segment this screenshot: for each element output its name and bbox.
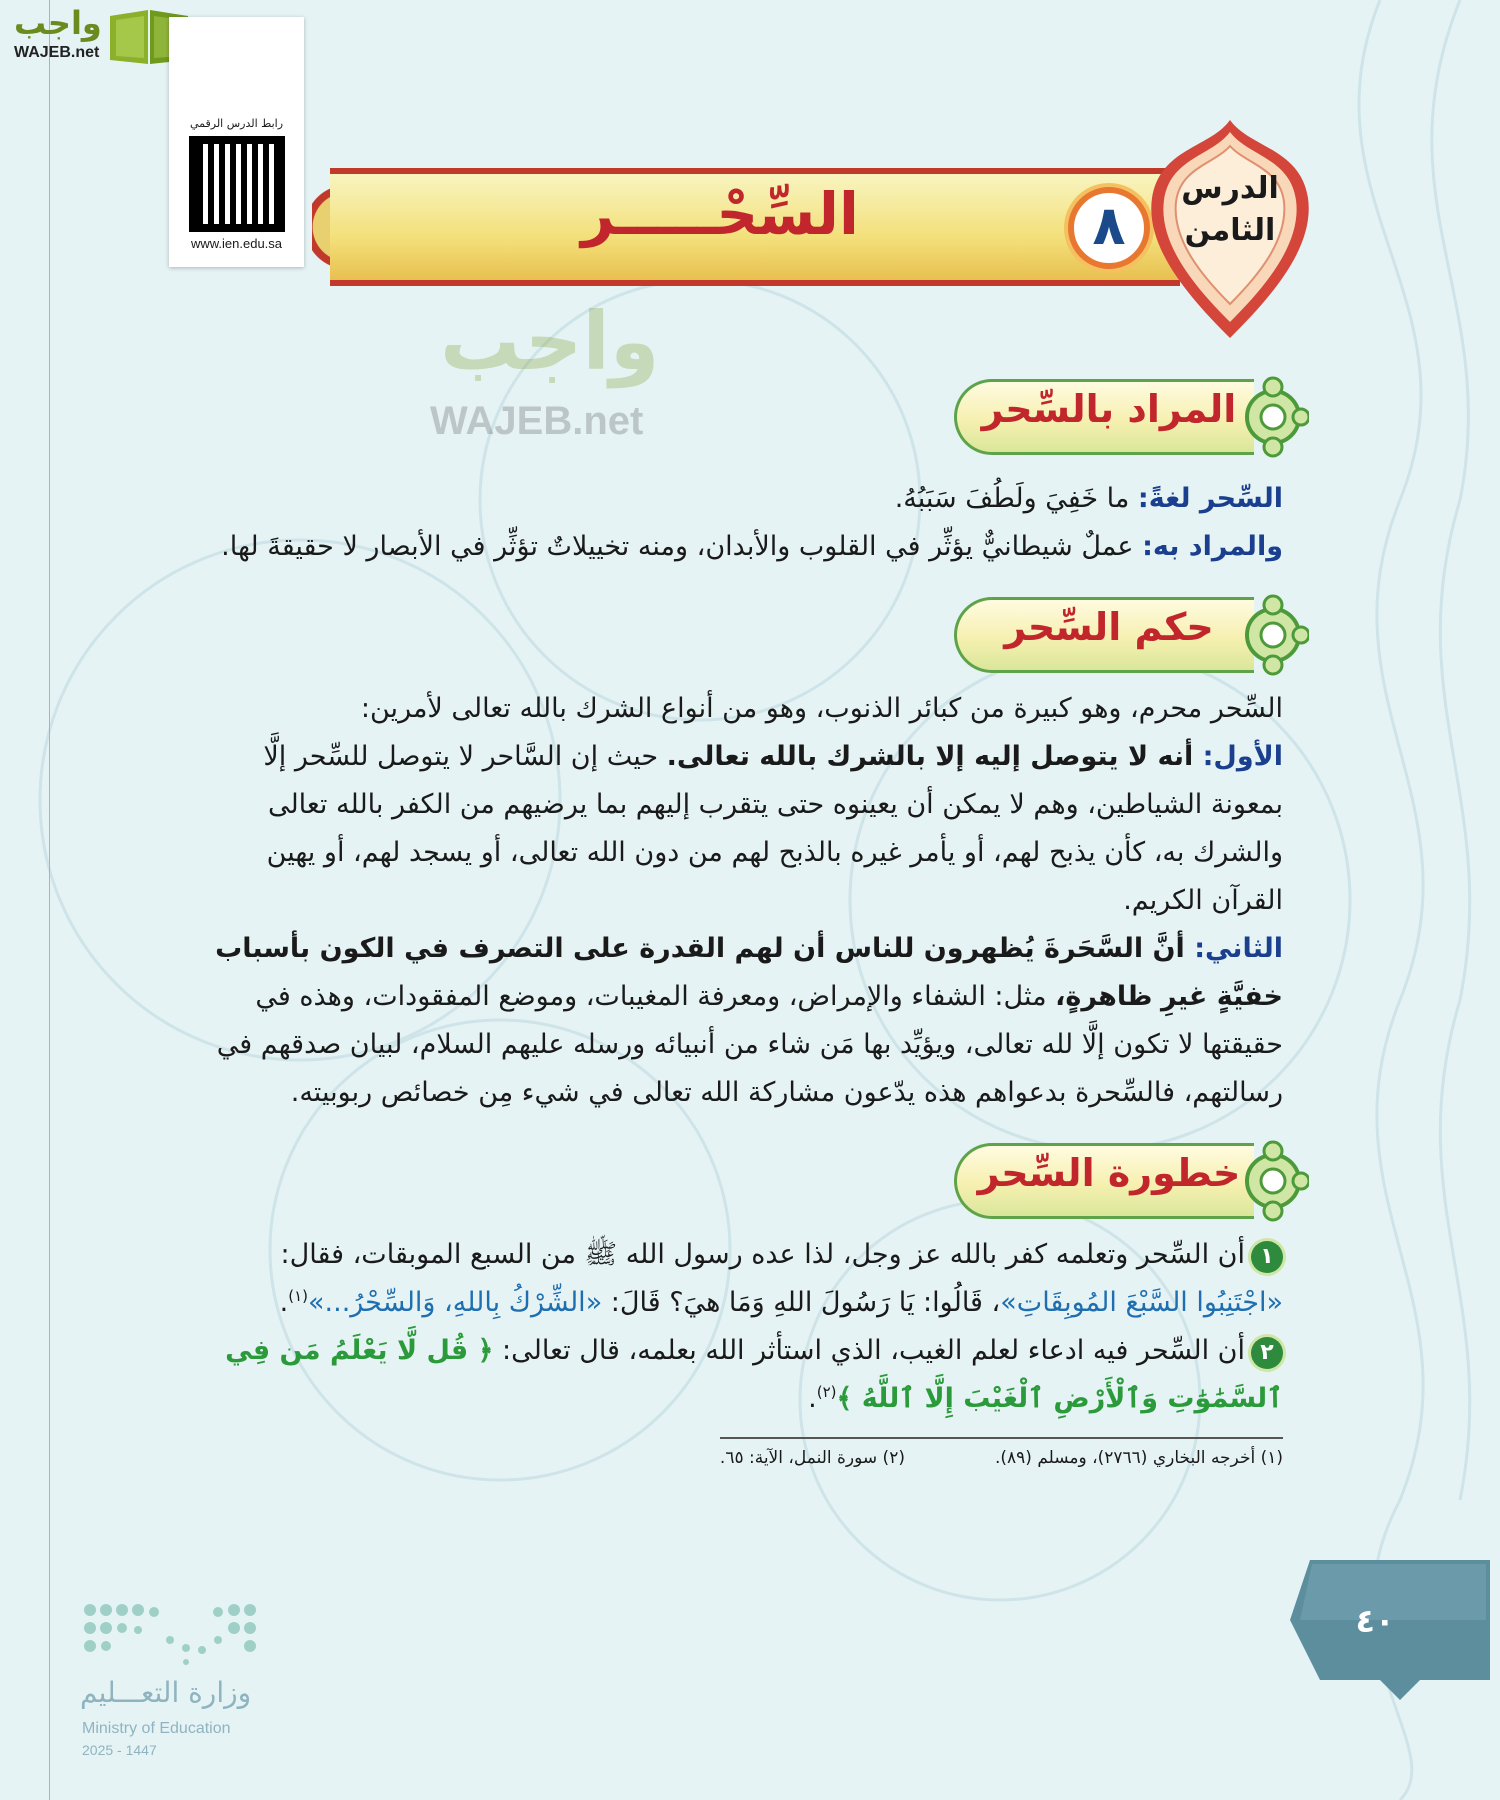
definition-language: السِّحر لغةً: ما خَفِيَ ولَطُفَ سَبَبُهُ.	[894, 483, 1283, 514]
danger-text	[200, 1231, 1309, 1423]
ministry-year: 2025 - 1447	[82, 1742, 157, 1758]
qr-url[interactable]: www.ien.edu.sa	[190, 236, 283, 251]
flower-ornament-icon	[1229, 1139, 1309, 1223]
footnotes	[200, 1437, 1309, 1471]
ruling-text	[200, 685, 1309, 1117]
ministry-arabic: وزارة التعـــليم	[80, 1676, 252, 1709]
wajeb-logo[interactable]	[8, 4, 193, 70]
ministry-logo	[80, 1600, 270, 1765]
section-header-ruling	[954, 597, 1309, 673]
page-number-badge	[1290, 1560, 1490, 1700]
section-heading: المراد بالسِّحر	[981, 387, 1237, 431]
flower-ornament-icon	[1229, 593, 1309, 677]
footnote-2: (٢) سورة النمل، الآية: ٦٥.	[719, 1448, 905, 1468]
watermark-arabic: واجب	[440, 295, 660, 388]
lesson-content	[200, 379, 1309, 1471]
ministry-dots-icon	[80, 1600, 265, 1668]
ministry-english: Ministry of Education	[82, 1720, 231, 1737]
lesson-title: السِّحْـــــر	[581, 180, 859, 248]
section-heading: خطورة السِّحر	[977, 1151, 1241, 1195]
lesson-badge	[1150, 118, 1310, 340]
ruling-first: الأول: أنه لا يتوصل إليه إلا بالشرك بالله تعالى. حيث إن السَّاحر لا يتوصل للسِّحر إلَّا بمعونة الشياطين، وهم لا يمكن أن يعينوه حتى يتقرب إليهم بما يرضيهم من الكفر بالله تعالى والشرك به، كأن يذبح لهم، أو يأمر غيره بالذبح لهم من دون الله تعالى، أو يسجد لهم، أو يهين القرآن الكريم.	[263, 741, 1283, 916]
page-edge	[49, 0, 50, 1800]
danger-item-2: ٢أن السِّحر فيه ادعاء لعلم الغيب، الذي استأثر الله بعلمه، قال تعالى: ﴿ قُل لَّا يَعْلَمُ مَن فِي ٱلسَّمَٰوَٰتِ وَٱلْأَرْضِ ٱلْغَيْبَ إِلَّا ٱللَّهُ ﴾$^{(٢)}$.	[225, 1335, 1283, 1414]
badge-line-2: الثامن	[1184, 213, 1276, 248]
watermark-latin: WAJEB.net	[430, 399, 644, 443]
danger-item-1: ١أن السِّحر وتعلمه كفر بالله عز وجل، لذا عده رسول الله ﷺ من السبع الموبقات، فقال: «اجْتَنِبُوا السَّبْعَ المُوبِقَاتِ»، قَالُوا: يَا رَسُولَ اللهِ وَمَا هيَ؟ قَالَ: «الشِّرْكُ بِاللهِ، وَالسِّحْرُ...»$^{(١)}$.	[279, 1239, 1283, 1318]
section-header-danger	[954, 1143, 1309, 1219]
badge-line-1: الدرس	[1181, 171, 1279, 206]
flower-ornament-icon	[1229, 375, 1309, 459]
qr-code-icon[interactable]	[189, 136, 285, 232]
section-header-definition	[954, 379, 1309, 455]
logo-arabic: واجب	[14, 4, 102, 42]
lesson-number: ٨	[1068, 187, 1150, 269]
qr-label: رابط الدرس الرقمي	[189, 117, 284, 130]
footnote-divider	[720, 1437, 1283, 1471]
definition-meaning: والمراد به: عملٌ شيطانيٌّ يؤثِّر في القلوب والأبدان، ومنه تخييلاتٌ تؤثِّر في الأبصار لا حقيقةَ لها.	[221, 531, 1283, 562]
logo-latin: WAJEB.net	[14, 44, 100, 61]
ruling-intro: السِّحر محرم، وهو كبيرة من كبائر الذنوب، وهو من أنواع الشرك بالله تعالى لأمرين:	[360, 693, 1283, 724]
ruling-second: الثاني: أنَّ السَّحَرةَ يُظهرون للناس أن لهم القدرة على التصرف في الكون بأسباب خفيَّةٍ غيرِ ظاهرةٍ، مثل: الشفاء والإمراض، ومعرفة المغيبات، وموضع المفقودات، وهذه في حقيقتها لا تكون إلَّا لله تعالى، ويؤيِّد بها مَن شاء من أنبيائه ورسله عليهم السلام، لبيان صدقهم في رسالتهم، فالسِّحرة بدعواهم هذه يدّعون مشاركة الله تعالى في شيء مِن خصائص ربوبيته.	[215, 933, 1283, 1108]
number-badge-icon: ١	[1251, 1241, 1283, 1273]
page-number: ٤٠	[1355, 1602, 1395, 1640]
section-heading: حكم السِّحر	[1004, 605, 1214, 649]
number-badge-icon: ٢	[1251, 1337, 1283, 1369]
footnote-1: (١) أخرجه البخاري (٢٧٦٦)، ومسلم (٨٩).	[994, 1448, 1283, 1468]
qr-card[interactable]	[169, 17, 304, 267]
